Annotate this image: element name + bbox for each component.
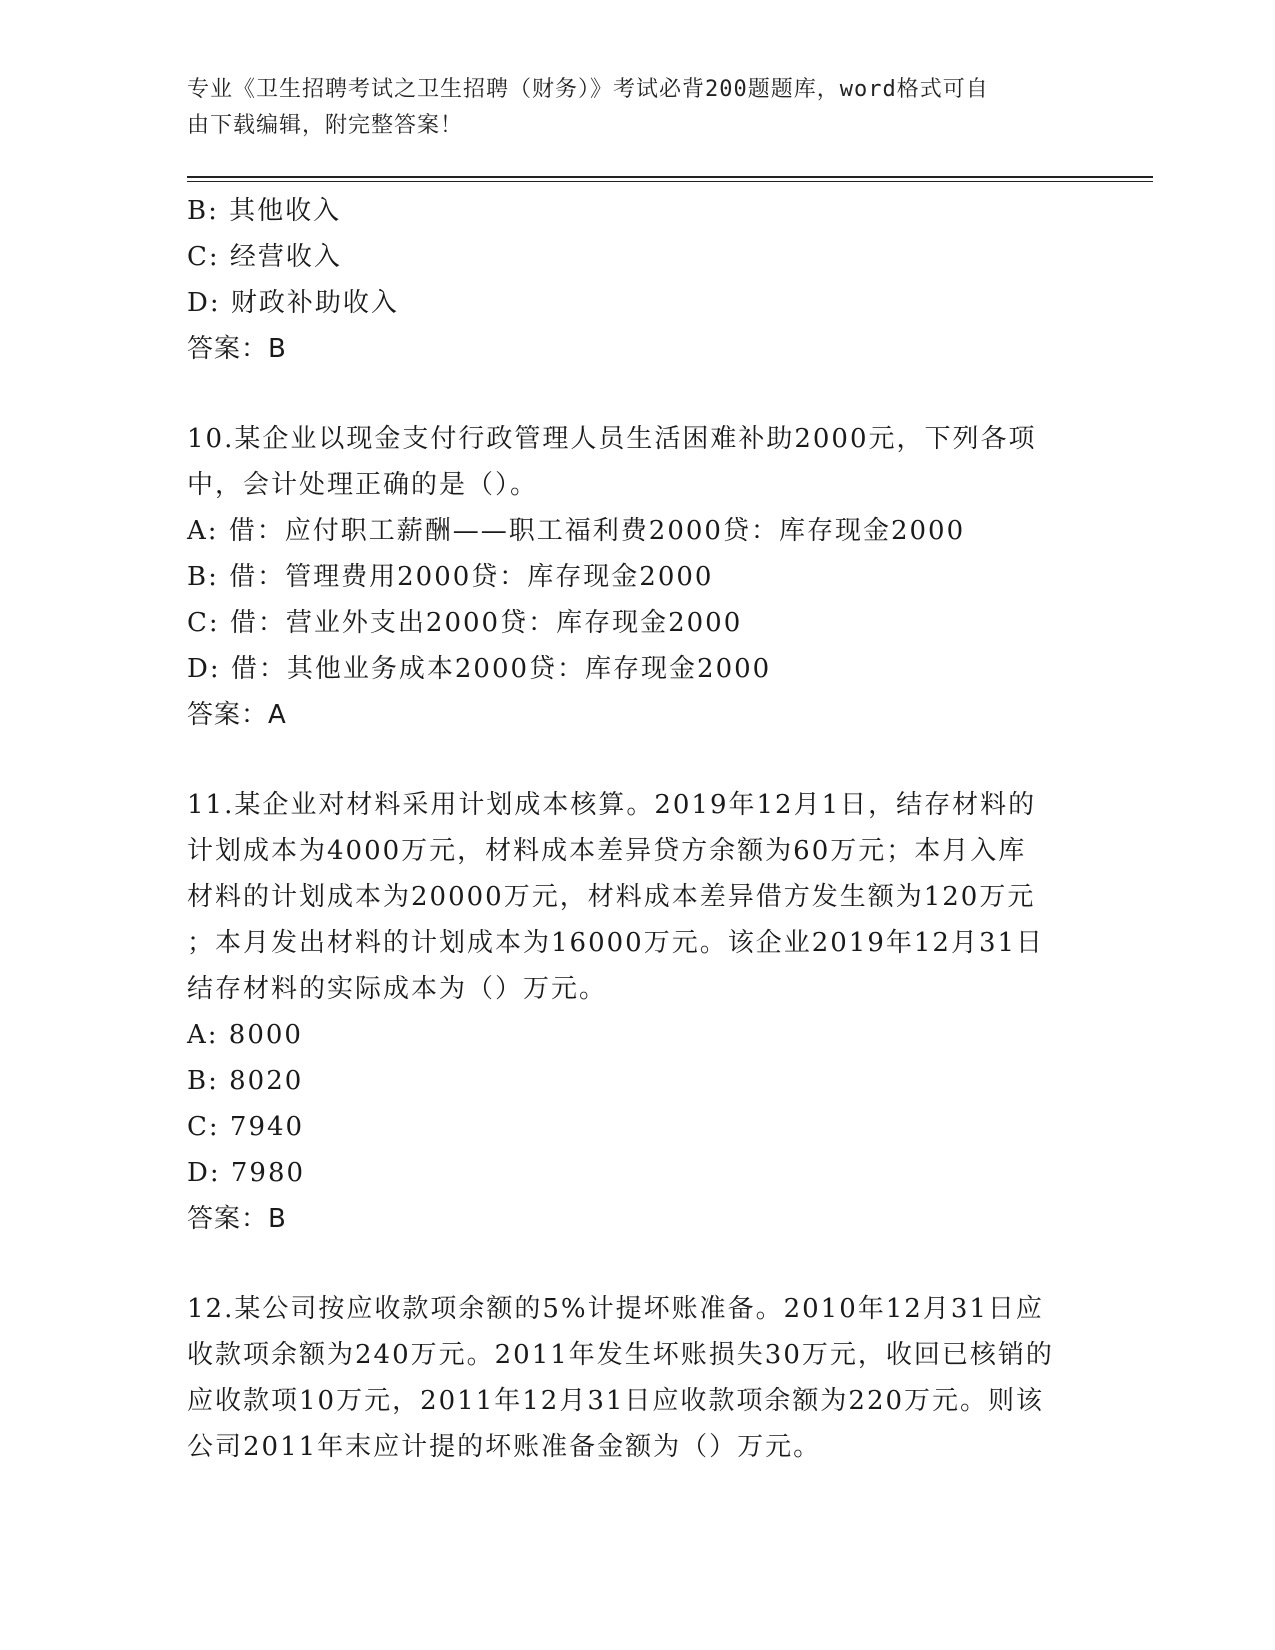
question-12 <box>187 1286 1087 1470</box>
option-b: B: 借：管理费用2000贷：库存现金2000 <box>187 562 714 592</box>
question-text-line: 11.某企业对材料采用计划成本核算。2019年12月1日，结存材料的 <box>187 790 1037 820</box>
answer-line: 答案：B <box>187 334 287 364</box>
question-text-line: 应收款项10万元，2011年12月31日应收款项余额为220万元。则该 <box>187 1386 1045 1416</box>
document-body <box>187 188 1087 1470</box>
option-a: A: 8000 <box>187 1020 303 1050</box>
question-11 <box>187 782 1087 1242</box>
option-b: B: 其他收入 <box>187 196 342 226</box>
question-text-line: 材料的计划成本为20000万元，材料成本差异借方发生额为120万元 <box>187 882 1036 912</box>
question-text-line: 中，会计处理正确的是（）。 <box>187 470 539 500</box>
header-rule-thin <box>187 181 1153 182</box>
spacer <box>187 738 1087 782</box>
answer-line: 答案：A <box>187 700 287 730</box>
question-text-line: 公司2011年末应计提的坏账准备金额为（）万元。 <box>187 1432 822 1462</box>
option-d: D: 财政补助收入 <box>187 288 399 318</box>
option-d: D: 7980 <box>187 1158 306 1188</box>
question-text-line: 10.某企业以现金支付行政管理人员生活困难补助2000元，下列各项 <box>187 424 1037 454</box>
option-c: C: 经营收入 <box>187 242 342 272</box>
question-text-line: 计划成本为4000万元，材料成本差异贷方余额为60万元；本月入库 <box>187 836 1027 866</box>
question-text-line: 12.某公司按应收款项余额的5%计提坏账准备。2010年12月31日应 <box>187 1294 1044 1324</box>
question-text-line: ；本月发出材料的计划成本为16000万元。该企业2019年12月31日 <box>187 928 1045 958</box>
header-rule-thick <box>187 176 1153 178</box>
option-d: D: 借：其他业务成本2000贷：库存现金2000 <box>187 654 772 684</box>
header-line-2: 由下载编辑，附完整答案！ <box>187 113 464 138</box>
option-c: C: 7940 <box>187 1112 305 1142</box>
spacer <box>187 1242 1087 1286</box>
question-text-line: 结存材料的实际成本为（）万元。 <box>187 974 608 1004</box>
answer-line: 答案：B <box>187 1204 287 1234</box>
option-a: A: 借：应付职工薪酬——职工福利费2000贷：库存现金2000 <box>187 516 966 546</box>
option-c: C: 借：营业外支出2000贷：库存现金2000 <box>187 608 743 638</box>
question-10 <box>187 416 1087 738</box>
spacer <box>187 372 1087 416</box>
header-line-1: 专业《卫生招聘考试之卫生招聘（财务）》考试必背200题题库，word格式可自 <box>187 77 989 102</box>
option-b: B: 8020 <box>187 1066 304 1096</box>
question-text-line: 收款项余额为240万元。2011年发生坏账损失30万元，收回已核销的 <box>187 1340 1054 1370</box>
prev-question-block <box>187 188 1087 372</box>
document-header <box>187 72 1067 144</box>
